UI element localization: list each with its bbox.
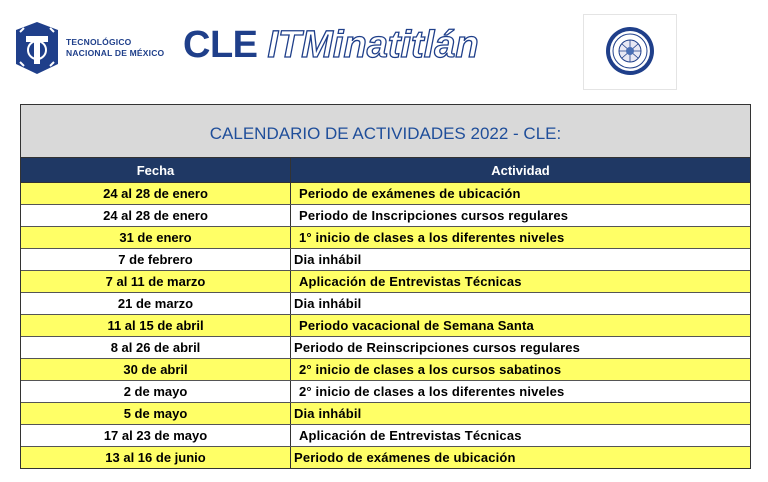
table-row — [21, 183, 750, 205]
column-header-actividad: Actividad — [491, 162, 550, 178]
table-row — [21, 205, 750, 227]
cell-actividad: 2° inicio de clases a los cursos sabatinos — [299, 362, 562, 377]
table-row — [21, 425, 750, 447]
cell-fecha: 2 de mayo — [21, 381, 291, 402]
cell-actividad: Dia inhábil — [294, 296, 362, 311]
table-row — [21, 403, 750, 425]
cell-fecha: 21 de marzo — [21, 293, 291, 314]
table-header — [21, 158, 750, 183]
cell-actividad: Periodo de exámenes de ubicación — [294, 450, 516, 465]
cell-actividad: Dia inhábil — [294, 406, 362, 421]
cell-fecha: 7 de febrero — [21, 249, 291, 270]
cell-actividad: Dia inhábil — [294, 252, 362, 267]
table-row — [21, 227, 750, 249]
cell-actividad: Aplicación de Entrevistas Técnicas — [299, 274, 522, 289]
cell-actividad: Periodo de exámenes de ubicación — [299, 186, 521, 201]
cell-fecha: 30 de abril — [21, 359, 291, 380]
cell-fecha: 7 al 11 de marzo — [21, 271, 291, 292]
table-row — [21, 249, 750, 271]
tecnm-wordmark — [66, 37, 164, 59]
cell-fecha: 31 de enero — [21, 227, 291, 248]
cell-fecha: 5 de mayo — [21, 403, 291, 424]
tecnm-logo — [12, 20, 62, 76]
calendar-title: CALENDARIO DE ACTIVIDADES 2022 - CLE: — [209, 124, 562, 143]
table-row — [21, 293, 750, 315]
cell-fecha: 8 al 26 de abril — [21, 337, 291, 358]
cle-label: CLE — [183, 24, 258, 66]
cell-actividad: Aplicación de Entrevistas Técnicas — [299, 428, 522, 443]
cell-fecha: 13 al 16 de junio — [21, 447, 291, 468]
cell-actividad: 1° inicio de clases a los diferentes niveles — [299, 230, 565, 245]
cell-actividad: Periodo de Reinscripciones cursos regulares — [294, 340, 581, 355]
cell-fecha: 24 al 28 de enero — [21, 183, 291, 204]
cell-actividad: 2° inicio de clases a los diferentes niveles — [299, 384, 565, 399]
cell-actividad: Periodo de Inscripciones cursos regulares — [299, 208, 569, 223]
cle-banner — [183, 24, 479, 67]
table-row — [21, 359, 750, 381]
cell-fecha: 24 al 28 de enero — [21, 205, 291, 226]
column-header-fecha: Fecha — [21, 158, 291, 182]
seal-icon — [604, 25, 656, 77]
table-row — [21, 337, 750, 359]
table-row — [21, 271, 750, 293]
table-row — [21, 381, 750, 403]
tecnm-line-2: NACIONAL DE MÉXICO — [66, 48, 165, 58]
cell-fecha: 17 al 23 de mayo — [21, 425, 291, 446]
cell-actividad: Periodo vacacional de Semana Santa — [299, 318, 534, 333]
table-row — [21, 315, 750, 337]
calendar-table — [20, 104, 751, 469]
tecnm-line-1: TECNOLÓGICO — [66, 37, 132, 47]
campus-label: ITMinatitlán — [267, 24, 479, 66]
table-row — [21, 447, 750, 468]
cell-fecha: 11 al 15 de abril — [21, 315, 291, 336]
institution-seal — [583, 14, 677, 90]
calendar-title-bar — [21, 105, 750, 158]
